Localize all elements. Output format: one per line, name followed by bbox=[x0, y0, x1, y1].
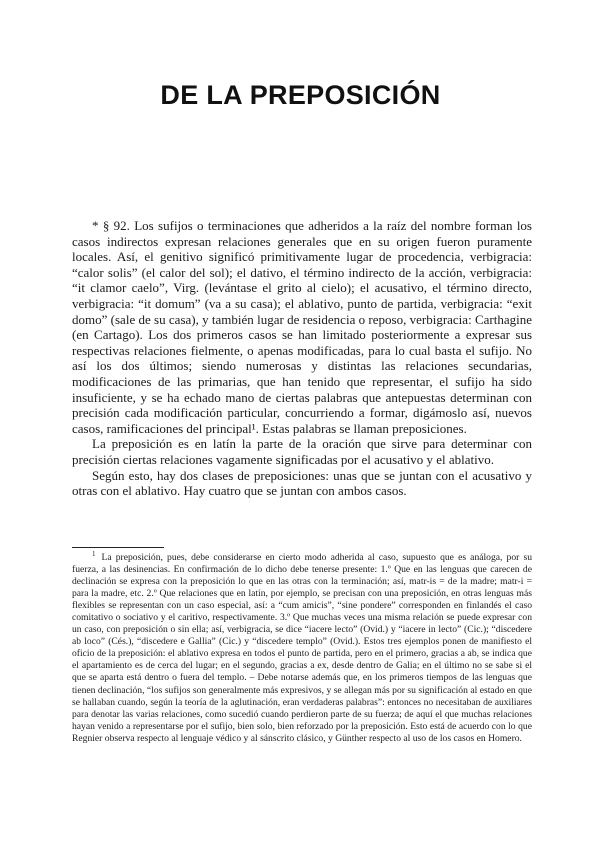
paragraph-classes: Según esto, hay dos clases de preposiciones: unas que se juntan con el acusativo y otras con el ablativo. Hay cuatro que se juntan con ambos casos. bbox=[72, 467, 532, 499]
footnote-paragraph bbox=[72, 549, 532, 745]
main-text bbox=[72, 218, 532, 499]
paragraph-92: * § 92. Los sufijos o terminaciones que adheridos a la raíz del nombre forman los casos indirectos expresan relaciones generales que en su origen fueron puramente locales. Así, el genitivo significó primitivamente lugar de procedencia, verbigracia: “calor solis” (el calor del sol); el dativo, el término indirecto de la acción, verbigracia: “it clamor caelo”, Virg. (levántase el grito al cielo); el acusativo, el término directo, verbigracia: “it domum” (va a su casa); el ablativo, punto de partida, verbigracia: “exit domo” (sale de su casa), y también lugar de residencia o reposo, verbigracia: Carthagine (en Cartago). Los dos primeros casos se han limitado posteriormente a expresar sus respectivas relaciones fielmente, o apenas modificadas, para lo cual basta el sufijo. No así los dos últimos; siendo numerosas y distintas las relaciones secundarias, modificaciones de las primarias, que han tenido que representar, el sufijo ha sido insuficiente, y se ha echado mano de ciertas palabras que antepuestas determinan con precisión cada modificación particular, concurriendo a formar, digámoslo así, nuevos casos, ramificaciones del principal¹. Estas palabras se llaman preposiciones. bbox=[72, 218, 532, 436]
footnote-divider bbox=[72, 547, 164, 548]
paragraph-definition: La preposición es en latín la parte de la oración que sirve para determinar con precisión ciertas relaciones vagamente significadas por el acusativo y el ablativo. bbox=[72, 436, 532, 467]
footnote-text: La preposición, pues, debe considerarse en cierto modo adherida al caso, supuesto que es análoga, por su fuerza, a las desinencias. En confirmación de lo dicho debe tenerse presente: 1.º Que en las lenguas que carecen de declinación se expresa con la preposición lo que en las otras con la terminación; así, matr-is = de la madre; matr-i = para la madre, etc. 2.º Que relaciones que en latín, por ejemplo, se precisan con una preposición, en otras lenguas más flexibles se representan con un caso especial, así: a “cum amicis”, “sine pondere” corresponden en finlandés el caso comitativo o sociativo y el caritivo, respectivamente. 3.º Que muchas veces una misma relación se puede expresar con un caso, con preposición o sin ella; así, verbigracia, se dice “iacere lecto” (Ovid.) y “iacere in lecto” (Cic.); “discedere ab loco” (Cés.), “discedere e Gallia” (Cic.) y “discedere templo” (Ovid.). Estos tres ejemplos ponen de manifiesto el oficio de la preposición: el ablativo expresa en todos el punto de partida, pero en el primero, gracias a ab, se indica que el apartamiento es de cerca del lugar; en el segundo, gracias a ex, desde dentro de Galia; en el último no se sabe si el que se aparta está dentro o fuera del templo. – Debe notarse además que, en los primeros tiempos de las lenguas que tienen declinación, “los sufijos son generalmente más expresivos, y se allegan más por su significación al estado en que se hallaban cuando, según la teoría de la aglutinación, eran verdaderas palabras”: entonces no necesitaban de auxiliares para denotar las varias relaciones, como sucedió cuando perdieron parte de su fuerza; de aquí el que muchas relaciones hayan venido a representarse por el sufijo, bien solo, bien reforzado por la preposición. Esto está de acuerdo con lo que Regnier observa respecto al lenguaje védico y al sánscrito clásico, y Günther respecto al uso de los casos en Homero. bbox=[72, 552, 532, 744]
chapter-title: DE LA PREPOSICIÓN bbox=[160, 80, 441, 110]
footnote-marker: 1 bbox=[92, 549, 96, 558]
footnote-1 bbox=[72, 549, 532, 745]
